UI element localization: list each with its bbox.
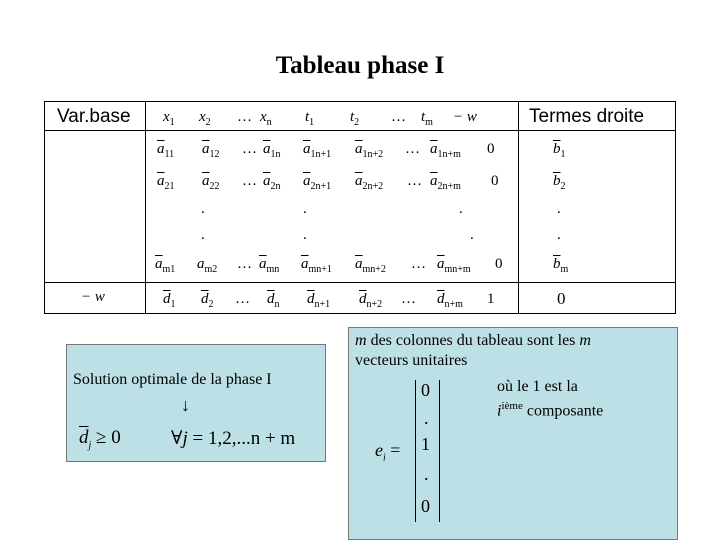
cell-amnm: $\overline{a}_{mn+m}$ — [437, 256, 471, 275]
dot: . — [303, 201, 307, 217]
header-termes-droite: Termes droite — [529, 106, 645, 127]
header-x2: $x_2$ — [199, 109, 211, 128]
cell-a1n2: $\overline{a}_{1n+2}$ — [355, 141, 384, 160]
cell-a11: $\overline{a}_{11}$ — [157, 141, 175, 160]
cell-a21: $\overline{a}_{21}$ — [157, 173, 175, 192]
cell-b1: $\overline{b}_1$ — [553, 141, 566, 160]
dot: . — [459, 201, 463, 217]
unit-vectors-line2: vecteurs unitaires — [355, 352, 468, 369]
dot: . — [557, 227, 561, 243]
cell-zero: 0 — [495, 256, 503, 272]
cell-a2nm: $\overline{a}_{2n+m}$ — [430, 173, 461, 192]
header-varbase: Var.base — [57, 106, 131, 127]
vector-entry: 1 — [421, 434, 430, 454]
optimal-solution-box — [66, 344, 326, 462]
cell-dnm: $\overline{d}_{n+m}$ — [437, 291, 463, 310]
cell-dn2: $\overline{d}_{n+2}$ — [359, 291, 383, 310]
cell-am1: $\overline{a}_{m1}$ — [155, 256, 176, 275]
cell-zero-rhs: 0 — [557, 289, 566, 308]
cell-a2n1: $\overline{a}_{2n+1}$ — [303, 173, 332, 192]
tableau-phase-1 — [44, 101, 676, 314]
header-minus-w: − w — [453, 109, 477, 125]
cell-amn: $\overline{a}_{mn}$ — [259, 256, 280, 275]
optimality-condition: $\overline{d}_j \ge 0$ — [79, 427, 121, 451]
vector-entry: . — [424, 408, 429, 428]
cell-a1n1: $\overline{a}_{1n+1}$ — [303, 141, 332, 160]
vector-left-bar — [415, 380, 416, 522]
cell-b2: $\overline{b}_2$ — [553, 173, 566, 192]
cell-dots: … — [237, 256, 252, 272]
cell-dots: … — [407, 173, 422, 189]
cell-dots: … — [401, 291, 416, 307]
header-t2: $t_2$ — [350, 109, 360, 128]
ei-label: $e_i$ = — [375, 440, 401, 464]
vector-right-bar — [439, 380, 440, 522]
optimal-solution-text: Solution optimale de la phase I — [73, 371, 272, 388]
dot: . — [201, 201, 205, 217]
cell-dots: … — [242, 141, 257, 157]
cell-a2n: $\overline{a}_{2n}$ — [263, 173, 281, 192]
cell-a1n: $\overline{a}_{1n}$ — [263, 141, 281, 160]
divider-w-row — [45, 282, 675, 283]
divider-header — [45, 130, 675, 131]
cell-amn1: $\overline{a}_{mn+1}$ — [301, 256, 332, 275]
forall-condition: ∀j = 1,2,...n + m — [171, 428, 296, 449]
header-tm: $t_m$ — [421, 109, 433, 128]
cell-dn1: $\overline{d}_{n+1}$ — [307, 291, 331, 310]
cell-am2: $a_{m2}$ — [197, 256, 218, 275]
vector-entry: . — [424, 464, 429, 484]
row-label-minus-w: − w — [81, 289, 105, 305]
header-dots-2: … — [391, 109, 406, 125]
vector-entry: 0 — [421, 496, 430, 516]
cell-a22: $\overline{a}_{22}$ — [202, 173, 220, 192]
vector-entry: 0 — [421, 380, 430, 400]
header-t1: $t_1$ — [305, 109, 315, 128]
where-one-text: où le 1 est la — [497, 378, 578, 395]
cell-dots: … — [411, 256, 426, 272]
unit-vectors-box — [348, 327, 678, 540]
dot: . — [201, 227, 205, 243]
cell-d1: $\overline{d}_1$ — [163, 291, 176, 310]
cell-dn: $\overline{d}_n$ — [267, 291, 280, 310]
cell-one: 1 — [487, 291, 495, 307]
page-title: Tableau phase I — [275, 52, 445, 79]
down-arrow-icon: ↓ — [181, 395, 190, 415]
cell-bm: $\overline{b}_m$ — [553, 256, 569, 275]
dot: . — [557, 201, 561, 217]
cell-dots: … — [242, 173, 257, 189]
cell-d2: $\overline{d}_2$ — [201, 291, 214, 310]
cell-dots: … — [235, 291, 250, 307]
cell-a1nm: $\overline{a}_{1n+m}$ — [430, 141, 461, 160]
cell-dots: … — [405, 141, 420, 157]
header-dots: … — [237, 109, 252, 125]
dot: . — [303, 227, 307, 243]
header-xn: $x_n$ — [260, 109, 272, 128]
header-x1: $x_1$ — [163, 109, 175, 128]
cell-amn2: $\overline{a}_{mn+2}$ — [355, 256, 386, 275]
dot: . — [470, 227, 474, 243]
cell-a12: $\overline{a}_{12}$ — [202, 141, 220, 160]
unit-vectors-line1: m des colonnes du tableau sont les m — [355, 332, 591, 349]
ith-component-text: $i^{ième}$ composante — [497, 400, 604, 420]
cell-zero: 0 — [491, 173, 499, 189]
cell-zero: 0 — [487, 141, 495, 157]
cell-a2n2: $\overline{a}_{2n+2}$ — [355, 173, 384, 192]
